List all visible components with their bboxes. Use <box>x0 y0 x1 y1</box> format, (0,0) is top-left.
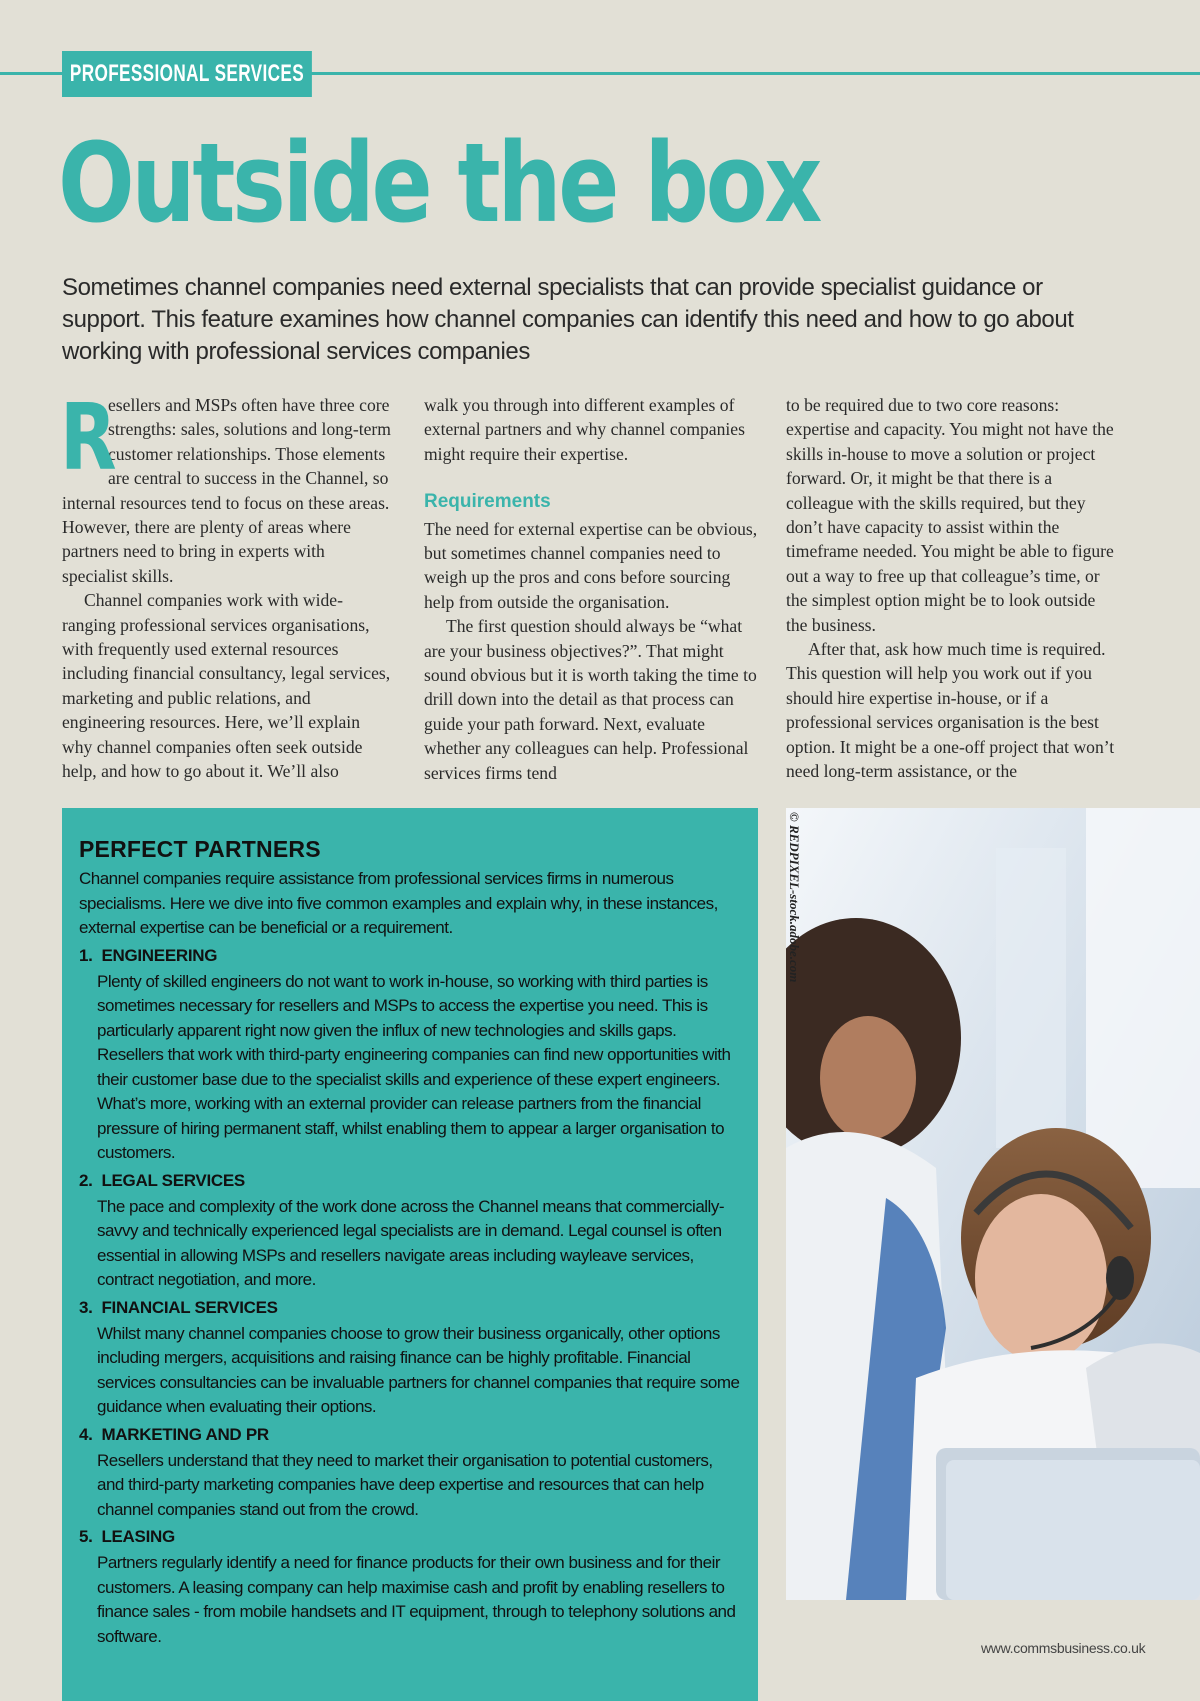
item-heading: ENGINEERING <box>101 945 218 965</box>
item-body: Partners regularly identify a need for finance products for their own business and for their customers. A leasing company can help maximise cash and profit by enabling resellers to finance sales - from mobile handsets and IT equipment, through to telephony solutions and software. <box>97 1553 736 1646</box>
item-body: Whilst many channel companies choose to grow their business organically, other options including mergers, acquisitions and raising finance can be highly profitable. Financial services consultancies can be invaluable partners for channel companies that require some guidance when evaluating their options. <box>97 1323 740 1416</box>
list-item <box>79 1527 742 1649</box>
photo-credit <box>786 812 808 1022</box>
article-paragraph-1: esellers and MSPs often have three core strengths: sales, solutions and long-term customer relationships. Those elements are central to success in the Channel, so internal resources tend to focus on these areas. However, there are plenty of areas where partners need to bring in experts with specialist skills. <box>62 395 391 586</box>
article-paragraph-4-start: The first question should always be “what are your business objectives?”. That might sound obvious but it is worth taking the time to drill down into the detail as that process can guide your path forward. Next, evaluate whether any colleagues can help. Professional services firms tend <box>424 616 757 783</box>
article-subhead: Requirements <box>424 491 551 513</box>
item-heading: FINANCIAL SERVICES <box>101 1297 278 1317</box>
call-centre-photo <box>786 808 1200 1600</box>
item-body: Resellers understand that they need to market their organisation to potential customers, and third-party marketing companies have deep expertise and resources that can help channel companies stand out from the crowd. <box>97 1450 713 1519</box>
perfect-partners-box <box>62 808 758 1701</box>
drop-cap: R <box>60 384 117 491</box>
list-item <box>79 946 742 1166</box>
item-heading: LEASING <box>101 1527 175 1546</box>
list-item <box>79 1298 742 1420</box>
item-number: 3. <box>79 1297 93 1317</box>
item-number: 1. <box>79 945 93 965</box>
article-column-3 <box>786 393 1118 784</box>
article-paragraph-5: After that, ask how much time is required. This question will help you work out if you should hire expertise in-house, or if a professional services organisation is the best option. It might be a one-off project that won’t need long-term assistance, or the <box>786 639 1115 782</box>
headline: Outside the box <box>58 119 820 247</box>
section-tag: PROFESSIONAL SERVICES <box>62 51 312 97</box>
item-body: Plenty of skilled engineers do not want to work in-house, so working with third parties is sometimes necessary for resellers and MSPs to access the expertise you need. This is particularly apparent right now given the influx of new technologies and skills gaps. Resellers that work with third-party engineering companies can find new opportunities with their customer base due to the specialist skills and experience of these expert engineers. What’s more, working with an external provider can release partners from the financial pressure of hiring permanent staff, whilst enabling them to appear a larger organisation to customers. <box>97 971 731 1162</box>
item-heading: LEGAL SERVICES <box>101 1170 245 1190</box>
item-number: 5. <box>79 1527 93 1546</box>
list-item <box>79 1171 742 1293</box>
item-number: 2. <box>79 1170 93 1190</box>
photo-credit-text: © REDPIXEL-stock.adobe.com <box>787 812 802 983</box>
standfirst: Sometimes channel companies need external specialists that can provide specialist guidance or support. This feature examines how channel companies can identify this need and how to go about working with professional services companies <box>62 274 1074 365</box>
article-paragraph-4-end: to be required due to two core reasons: expertise and capacity. You might not have the skills in-house to move a solution or project forward. Or, it might be that there is a colleague with the skills required, but they don’t have capacity to assist within the timeframe needed. You might be able to figure out a way to free up that colleague’s time, or the simplest option might be to look outside the business. <box>786 395 1114 635</box>
footer-url: www.commsbusiness.co.uk <box>981 1640 1146 1656</box>
item-body: The pace and complexity of the work done across the Channel means that commercially-savvy and technically experienced legal specialists are in demand. Legal counsel is often essential in allowing MSPs and resellers navigate areas including wayleave services, contract negotiation, and more. <box>97 1196 724 1289</box>
item-number: 4. <box>79 1424 93 1444</box>
box-intro: Channel companies require assistance from professional services firms in numerous specialisms. Here we dive into five common examples and explain why, in these instances, external expertise can be beneficial or a requirement. <box>79 869 718 937</box>
item-heading: MARKETING AND PR <box>101 1424 269 1444</box>
article-column-2 <box>424 393 759 785</box>
article-column-1 <box>60 384 394 784</box>
photo-illustration <box>786 808 1200 1600</box>
list-item <box>79 1425 742 1523</box>
article-paragraph-3: The need for external expertise can be obvious, but sometimes channel companies need to weigh up the pros and cons before sourcing help from outside the organisation. <box>424 518 758 612</box>
article-paragraph-2-start: Channel companies work with wide-ranging professional services organisations, with frequently used external resources including financial consultancy, legal services, marketing and public relations, and engineering resources. Here, we’ll explain why channel companies often seek outside help, and how to go about it. We’ll also <box>62 590 391 782</box>
partner-list <box>79 946 742 1650</box>
box-title: PERFECT PARTNERS <box>79 836 321 862</box>
article-paragraph-2-end: walk you through into different examples of external partners and why channel companies might require their expertise. <box>424 395 745 464</box>
